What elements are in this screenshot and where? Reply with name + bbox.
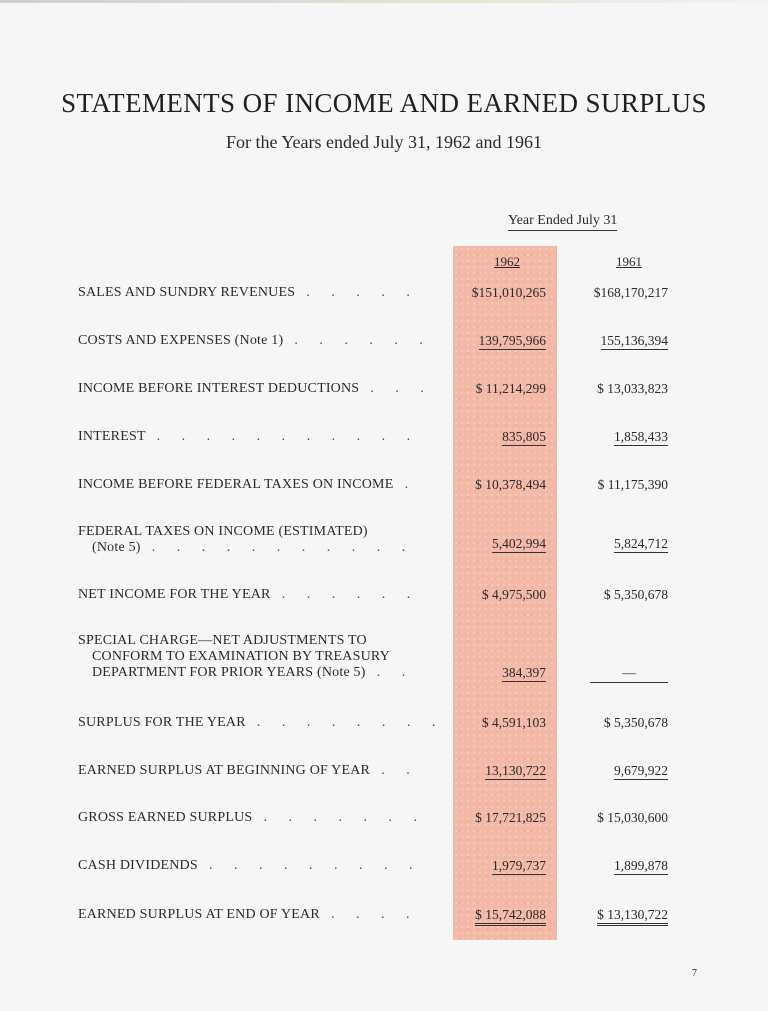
value-1961: $ 11,175,390	[597, 477, 668, 492]
row-label: EARNED SURPLUS AT BEGINNING OF YEAR . .	[78, 763, 419, 778]
row-label: INTEREST . . . . . . . . . . .	[78, 429, 420, 444]
row-label: FEDERAL TAXES ON INCOME (ESTIMATED) (Note 5) . . . . . . . . . . .	[78, 524, 415, 555]
column-group-header: Year Ended July 31	[508, 213, 617, 231]
value-1962: 139,795,966	[478, 333, 546, 348]
value-1962: $ 11,214,299	[475, 381, 546, 396]
value-1962: 384,397	[502, 665, 546, 680]
value-1962: $ 4,975,500	[481, 587, 546, 602]
value-1961: 155,136,394	[600, 333, 668, 348]
row-label: SALES AND SUNDRY REVENUES . . . . .	[78, 285, 419, 300]
value-1961: $ 5,350,678	[603, 587, 668, 602]
value-1961: 1,858,433	[614, 429, 668, 444]
value-1961: $168,170,217	[593, 285, 668, 300]
value-1961: $ 15,030,600	[597, 810, 668, 825]
value-1961: $ 13,033,823	[597, 381, 668, 396]
value-1962: 1,979,737	[492, 858, 546, 873]
year-header-1962: 1962	[494, 254, 520, 269]
value-1961: $ 5,350,678	[603, 715, 668, 730]
row-label: NET INCOME FOR THE YEAR . . . . . .	[78, 587, 420, 602]
value-1962: $ 15,742,088	[462, 907, 546, 923]
statement-subtitle: For the Years ended July 31, 1962 and 1961	[226, 132, 542, 152]
row-label: EARNED SURPLUS AT END OF YEAR . . . .	[78, 907, 419, 922]
value-1962: $ 17,721,825	[475, 810, 546, 825]
value-1962: 13,130,722	[485, 763, 546, 778]
row-label: INCOME BEFORE FEDERAL TAXES ON INCOME .	[78, 477, 418, 492]
value-1961: 5,824,712	[614, 536, 668, 551]
value-1962: $ 10,378,494	[475, 477, 546, 492]
value-1962: $ 4,591,103	[481, 715, 546, 730]
value-1961: $ 13,130,722	[585, 907, 668, 923]
value-1962: 835,805	[502, 429, 546, 444]
row-label: COSTS AND EXPENSES (Note 1) . . . . . .	[78, 333, 432, 348]
page-number: 7	[692, 968, 697, 979]
value-1962: $151,010,265	[471, 285, 546, 300]
statement-title: STATEMENTS OF INCOME AND EARNED SURPLUS	[61, 88, 707, 118]
row-label: GROSS EARNED SURPLUS . . . . . . .	[78, 810, 426, 825]
value-1961: —	[585, 665, 668, 683]
row-label: SPECIAL CHARGE—NET ADJUSTMENTS TO CONFORM TO EXAMINATION BY TREASURY DEPARTMENT FOR PRIOR YEARS (Note 5) . .	[78, 633, 415, 680]
row-label: CASH DIVIDENDS . . . . . . . . .	[78, 858, 422, 873]
year-header-1961: 1961	[616, 254, 642, 269]
row-label: SURPLUS FOR THE YEAR . . . . . . . .	[78, 715, 445, 730]
top-edge-rule	[0, 0, 768, 3]
value-1961: 9,679,922	[614, 763, 668, 778]
value-1962: 5,402,994	[492, 536, 546, 551]
value-1961: 1,899,878	[614, 858, 668, 873]
row-label: INCOME BEFORE INTEREST DEDUCTIONS . . .	[78, 381, 433, 396]
